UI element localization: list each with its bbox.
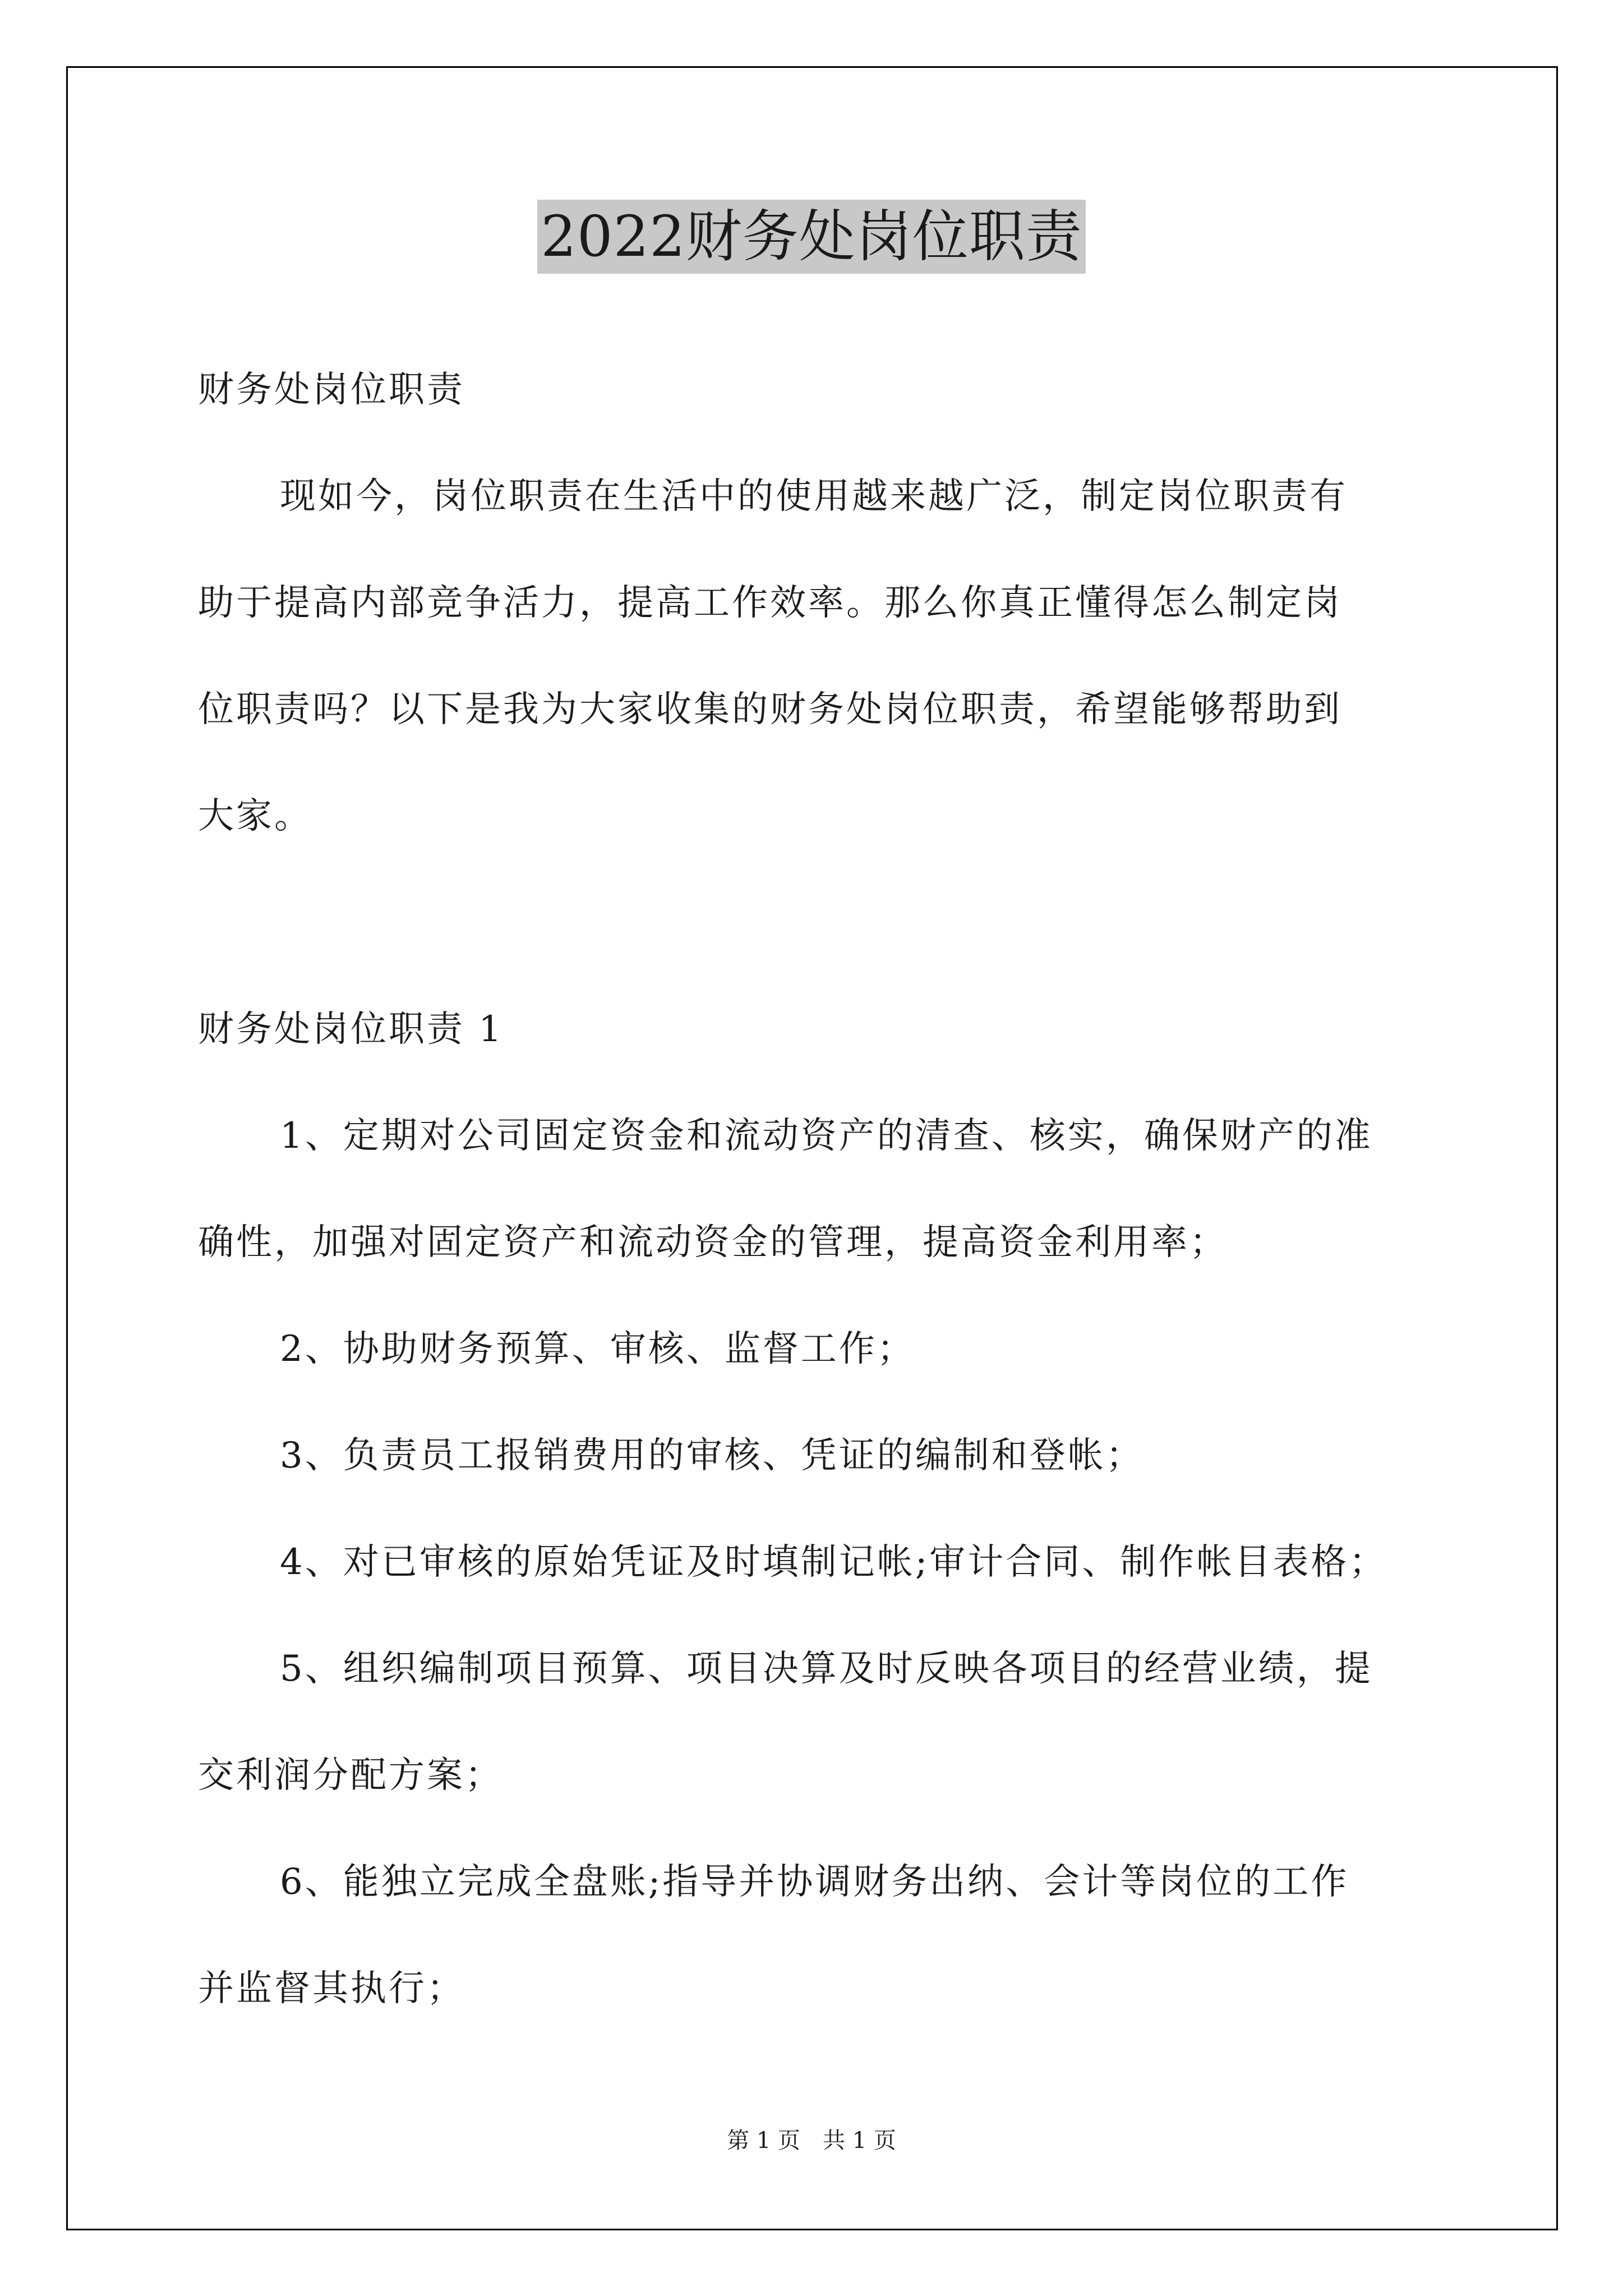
duty-item: 2、协助财务预算、审核、监督工作； bbox=[280, 1328, 915, 1370]
intro-line: 位职责吗？以下是我为大家收集的财务处岗位职责，希望能够帮助到 bbox=[198, 689, 1342, 730]
duty-item: 6、能独立完成全盘账;指导并协调财务出纳、会计等岗位的工作 bbox=[280, 1861, 1349, 1903]
section-heading: 财务处岗位职责 1 bbox=[198, 1009, 504, 1050]
duty-item-continuation: 确性，加强对固定资产和流动资金的管理，提高资金利用率； bbox=[198, 1222, 1228, 1263]
intro-line: 助于提高内部竞争活力，提高工作效率。那么你真正懂得怎么制定岗 bbox=[198, 582, 1342, 624]
intro-line: 大家。 bbox=[198, 795, 312, 837]
document-body bbox=[198, 337, 1437, 2042]
duty-item-continuation: 交利润分配方案； bbox=[198, 1755, 503, 1796]
title-container bbox=[0, 200, 1623, 274]
duty-item: 4、对已审核的原始凭证及时填制记帐;审计合同、制作帐目表格； bbox=[280, 1542, 1387, 1583]
duty-item-continuation: 并监督其执行； bbox=[198, 1968, 465, 2009]
paragraph-gap bbox=[198, 869, 1437, 976]
duty-item: 1、定期对公司固定资金和流动资产的清查、核实，确保财产的准 bbox=[280, 1115, 1373, 1157]
duty-item: 5、组织编制项目预算、项目决算及时反映各项目的经营业绩，提 bbox=[280, 1648, 1373, 1690]
document-title: 2022财务处岗位职责 bbox=[537, 200, 1086, 274]
duty-item: 3、负责员工报销费用的审核、凭证的编制和登帐； bbox=[280, 1435, 1144, 1476]
subtitle: 财务处岗位职责 bbox=[198, 369, 465, 411]
page-footer: 第 1 页 共 1 页 bbox=[727, 2128, 896, 2154]
intro-line: 现如今，岗位职责在生活中的使用越来越广泛，制定岗位职责有 bbox=[280, 476, 1348, 517]
